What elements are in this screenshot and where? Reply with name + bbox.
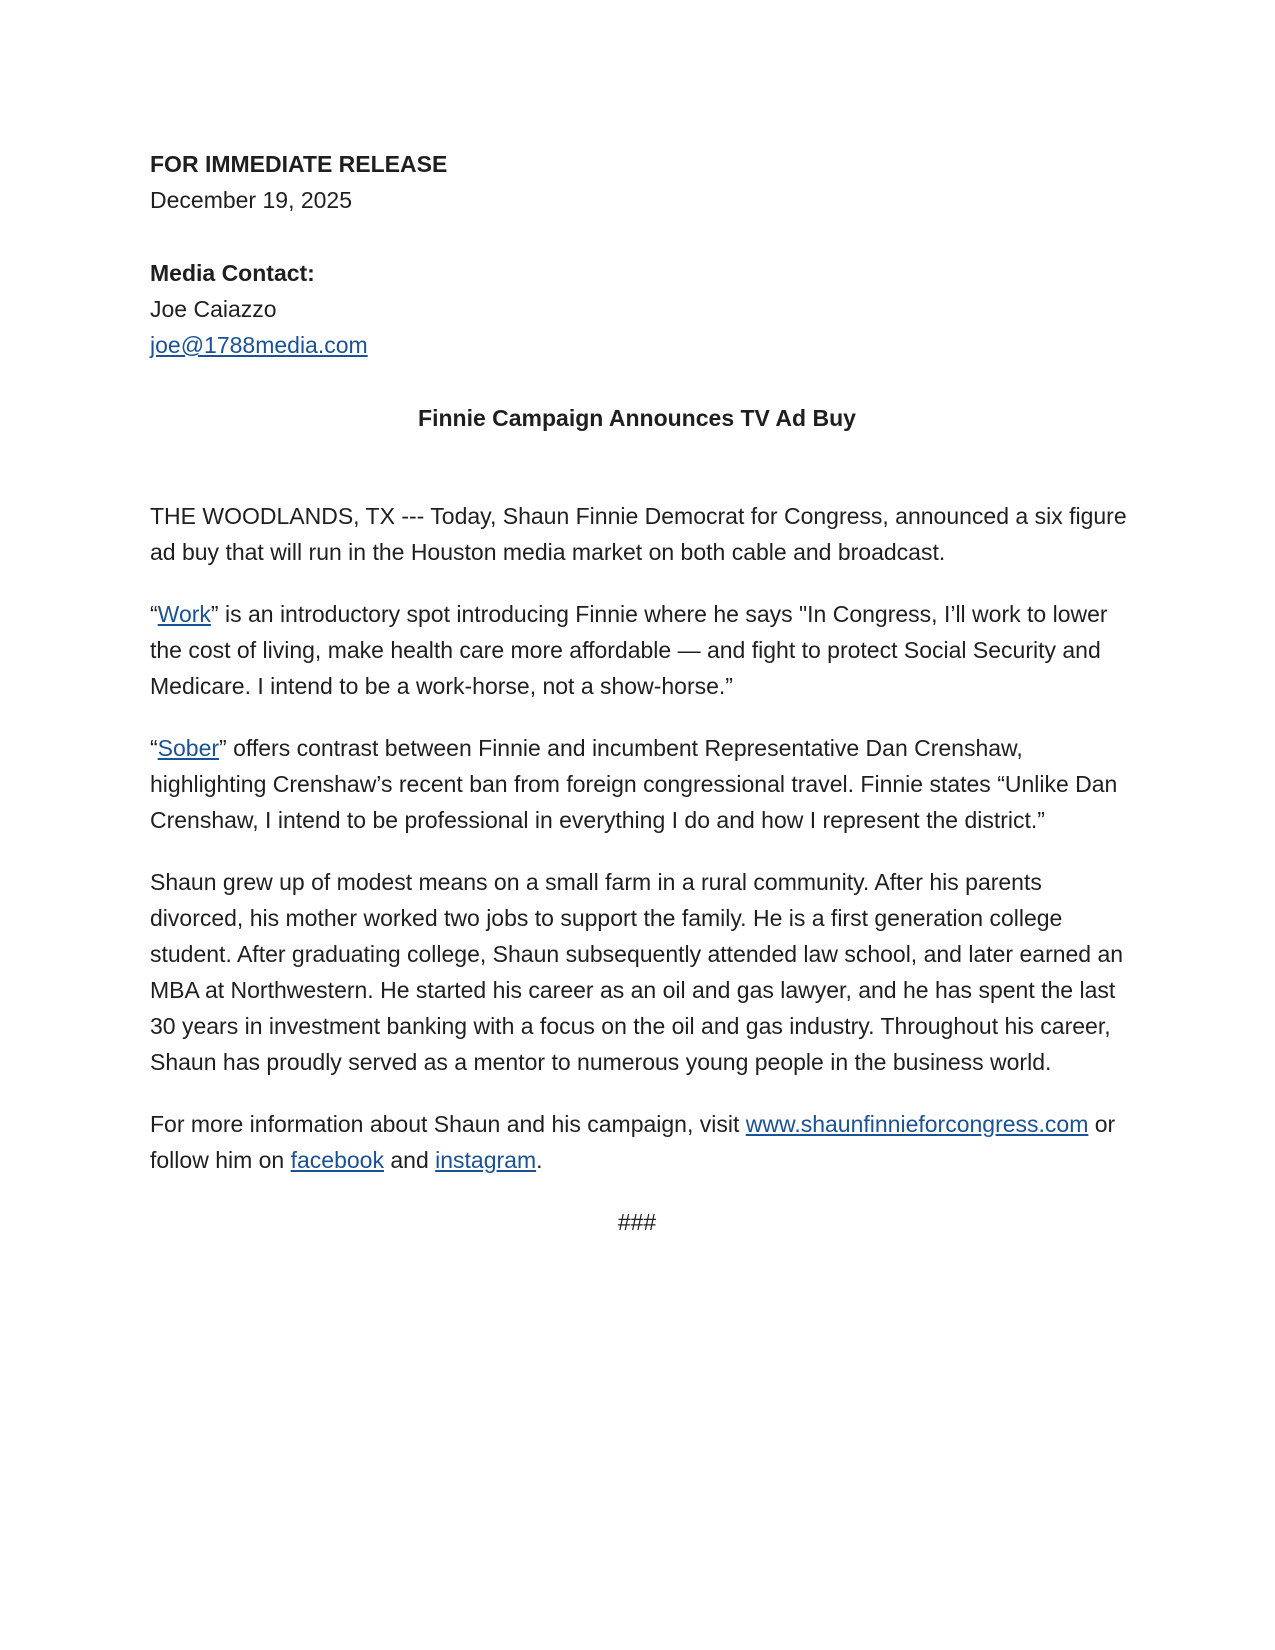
media-contact-name: Joe Caiazzo [150, 296, 277, 322]
work-ad-link[interactable]: Work [157, 601, 211, 627]
paragraph-intro: THE WOODLANDS, TX --- Today, Shaun Finnie Democrat for Congress, announced a six figure ad buy that will run in the Houston media market on both cable and broadcast. [150, 503, 1127, 565]
paragraph-work-ad [150, 596, 1130, 704]
facebook-link[interactable]: facebook [290, 1147, 384, 1173]
instagram-link[interactable]: instagram [435, 1147, 537, 1173]
release-label: FOR IMMEDIATE RELEASE [150, 151, 448, 177]
media-contact-email-link[interactable]: joe@1788media.com [150, 332, 368, 358]
sober-ad-link[interactable]: Sober [157, 735, 220, 761]
paragraph-biography: Shaun grew up of modest means on a small farm in a rural community. After his parents divorced, his mother worked two jobs to support the family. He is a first generation college student. After graduating college, Shaun subsequently attended law school, and later earned an MBA at Northwestern. He started his career as an oil and gas lawyer, and he has spent the last 30 years in investment banking with a focus on the oil and gas industry. Throughout his career, Shaun has proudly served as a mentor to numerous young people in the business world. [150, 869, 1124, 1075]
more-info-mid: or follow him on [150, 1111, 1116, 1173]
work-ad-description: ” is an introductory spot introducing Finnie where he says "In Congress, I’ll work to lower the cost of living, make health care more affordable — and fight to protect Social Security and Medicare. I intend to be a work-horse, not a show-horse.” [150, 601, 1108, 699]
media-contact-email-line [150, 327, 1130, 363]
more-info-end: . [536, 1147, 543, 1173]
press-release-page [150, 146, 1130, 1240]
paragraph-sober-ad [150, 730, 1130, 838]
more-info-lead: For more information about Shaun and his campaign, visit [150, 1111, 746, 1137]
press-release-body [150, 498, 1130, 1240]
release-date: December 19, 2025 [150, 187, 353, 213]
end-mark: ### [617, 1209, 657, 1235]
campaign-website-link[interactable]: www.shaunfinnieforcongress.com [745, 1111, 1089, 1137]
media-contact-block [150, 255, 1130, 363]
more-info-and: and [383, 1147, 436, 1173]
media-contact-label: Media Contact: [150, 260, 315, 286]
work-open-quote: “ [150, 601, 158, 627]
press-release-headline: Finnie Campaign Announces TV Ad Buy [418, 405, 856, 431]
sober-ad-description: ” offers contrast between Finnie and incumbent Representative Dan Crenshaw, highlighting Crenshaw’s recent ban from foreign congressional travel. Finnie states “Unlike Dan Crenshaw, I intend to be professional in everything I do and how I represent the district.” [150, 735, 1118, 833]
paragraph-more-info [150, 1106, 1130, 1178]
sober-open-quote: “ [150, 735, 158, 761]
